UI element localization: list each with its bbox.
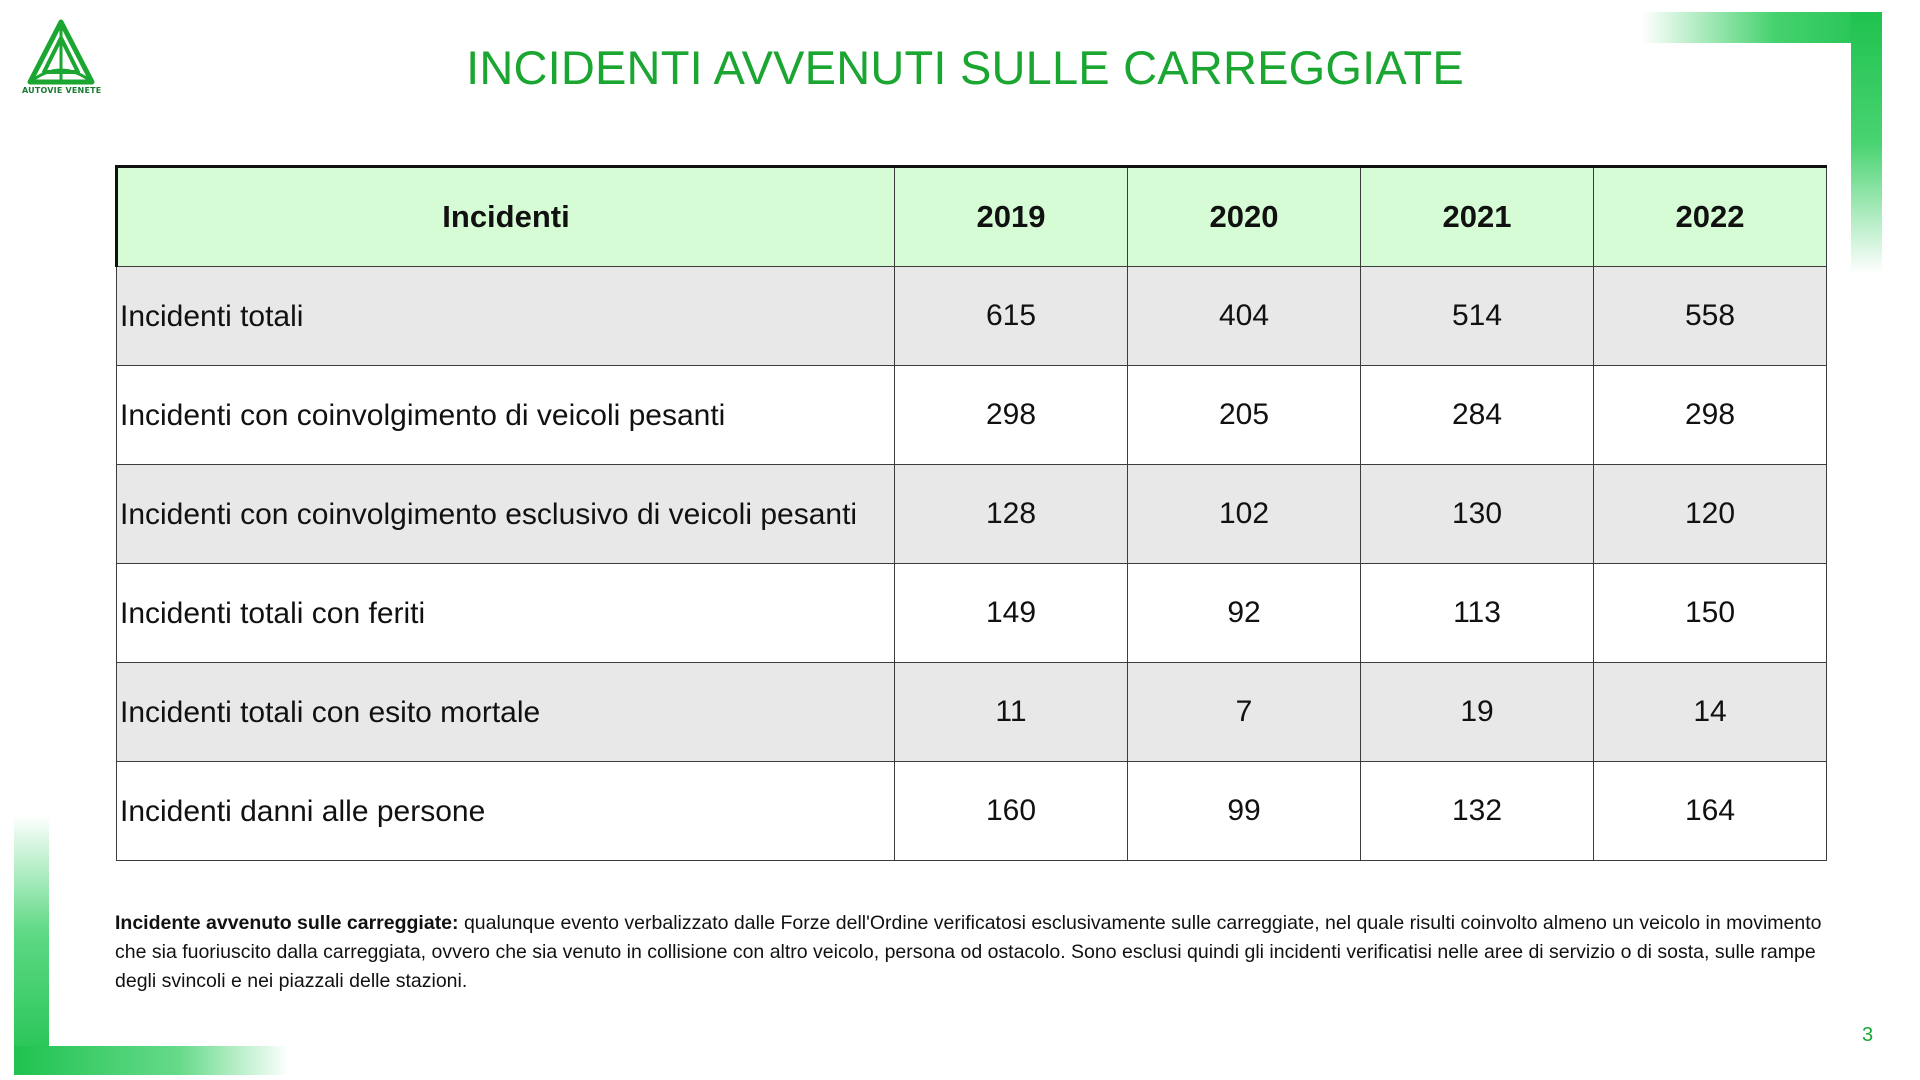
- cell-value: 102: [1128, 465, 1361, 564]
- cell-value: 130: [1361, 465, 1594, 564]
- decorative-corner-top-right: [1642, 12, 1882, 43]
- table-row: [117, 564, 1827, 663]
- autovie-venete-logo: [22, 18, 100, 102]
- row-label: Incidenti con coinvolgimento di veicoli pesanti: [117, 366, 895, 465]
- cell-value: 149: [895, 564, 1128, 663]
- logo-text: AUTOVIE VENETE: [22, 86, 102, 95]
- table-row: [117, 762, 1827, 861]
- header-2022: 2022: [1594, 167, 1827, 267]
- table-row: [117, 465, 1827, 564]
- cell-value: 615: [895, 267, 1128, 366]
- page-number: 3: [1862, 1024, 1874, 1046]
- cell-value: 113: [1361, 564, 1594, 663]
- logo-triangle-icon: [22, 18, 100, 88]
- table-row: [117, 663, 1827, 762]
- cell-value: 11: [895, 663, 1128, 762]
- page-title: INCIDENTI AVVENUTI SULLE CARREGGIATE: [466, 41, 1464, 94]
- header-incidenti: Incidenti: [117, 167, 895, 267]
- row-label: Incidenti con coinvolgimento esclusivo di veicoli pesanti: [117, 465, 895, 564]
- decorative-corner-bottom-left-vertical: [14, 815, 49, 1075]
- cell-value: 128: [895, 465, 1128, 564]
- cell-value: 120: [1594, 465, 1827, 564]
- cell-value: 99: [1128, 762, 1361, 861]
- cell-value: 205: [1128, 366, 1361, 465]
- footnote-definition: qualunque evento verbalizzato dalle Forze dell'Ordine verificatosi esclusivamente sulle carreggiate, nel quale risulti coinvolto almeno un veicolo in movimento che sia fuoriuscito dalla carreggiata, ovvero che sia venuto in collisione con altro veicolo, persona od ostacolo. Sono esclusi quindi gli incidenti verificatisi nelle aree di servizio o di sosta, sulle rampe degli svincoli e nei piazzali delle stazioni.: [115, 912, 1822, 992]
- incidents-table: [115, 165, 1827, 861]
- cell-value: 298: [895, 366, 1128, 465]
- table-header-row: [117, 167, 1827, 267]
- cell-value: 19: [1361, 663, 1594, 762]
- cell-value: 298: [1594, 366, 1827, 465]
- header-2019: 2019: [895, 167, 1128, 267]
- table-row: [117, 366, 1827, 465]
- table-row: [117, 267, 1827, 366]
- cell-value: 404: [1128, 267, 1361, 366]
- header-2020: 2020: [1128, 167, 1361, 267]
- cell-value: 284: [1361, 366, 1594, 465]
- header-2021: 2021: [1361, 167, 1594, 267]
- cell-value: 160: [895, 762, 1128, 861]
- cell-value: 132: [1361, 762, 1594, 861]
- decorative-corner-top-right-vertical: [1851, 12, 1882, 274]
- cell-value: 92: [1128, 564, 1361, 663]
- row-label: Incidenti totali con esito mortale: [117, 663, 895, 762]
- cell-value: 14: [1594, 663, 1827, 762]
- row-label: Incidenti totali: [117, 267, 895, 366]
- cell-value: 164: [1594, 762, 1827, 861]
- footnote: [115, 909, 1827, 996]
- cell-value: 558: [1594, 267, 1827, 366]
- footnote-term: Incidente avvenuto sulle carreggiate:: [115, 912, 459, 934]
- row-label: Incidenti danni alle persone: [117, 762, 895, 861]
- cell-value: 150: [1594, 564, 1827, 663]
- cell-value: 7: [1128, 663, 1361, 762]
- cell-value: 514: [1361, 267, 1594, 366]
- row-label: Incidenti totali con feriti: [117, 564, 895, 663]
- decorative-corner-bottom-left: [14, 1046, 289, 1075]
